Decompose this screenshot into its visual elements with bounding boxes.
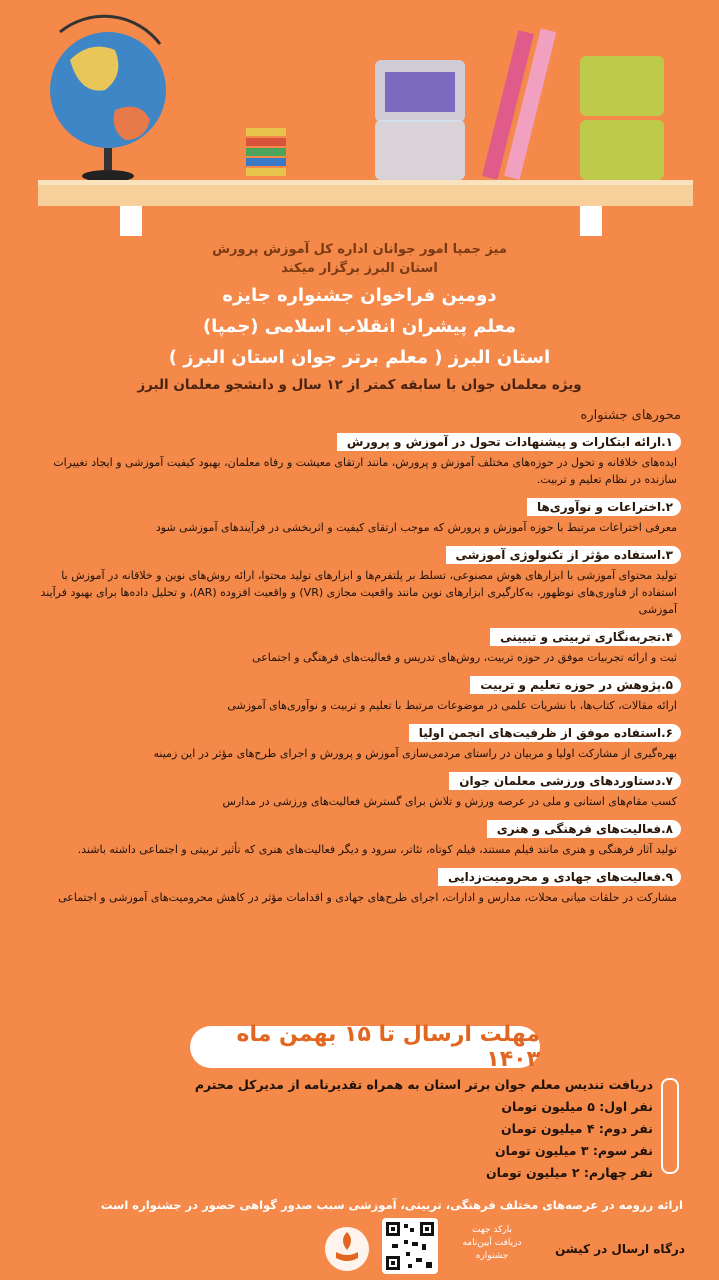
axis-item [30, 722, 681, 762]
axis-item [30, 770, 681, 810]
axis-title: ۲.اختراعات و نوآوری‌ها [527, 498, 681, 516]
axis-title: ۷.دستاوردهای ورزشی معلمان جوان [449, 772, 681, 790]
prize-trophy-line: دریافت تندیس معلم جوان برتر استان به همراه تقدیرنامه از مدیرکل محترم [194, 1077, 653, 1092]
axis-item [30, 818, 681, 858]
axis-title: ۸.فعالیت‌های فرهنگی و هنری [487, 820, 681, 838]
axis-item [30, 674, 681, 714]
axis-description: ثبت و ارائه تجربیات موفق در حوزه تربیت، روش‌های تدریس و فعالیت‌های فرهنگی و اجتماعی [252, 651, 677, 664]
eligibility-subtitle: ویژه معلمان جوان با سابقه کمتر از ۱۲ سال و دانشجو معلمان البرز [137, 377, 582, 393]
organizer-line-2: استان البرز برگزار میکند [281, 261, 438, 276]
prize-third: نفر سوم: ۳ میلیون تومان [495, 1143, 653, 1158]
festival-logo-icon [324, 1222, 370, 1276]
organizer-line-1: میز جمپا امور جوانان اداره کل آموزش پرورش [212, 242, 507, 257]
axis-item [30, 626, 681, 666]
axis-description: ارائه مقالات، کتاب‌ها، با نشریات علمی در موضوعات مرتبط با تعلیم و تربیت و نوآوری‌های آموزشی [227, 699, 677, 712]
submission-portal-label: درگاه ارسال در کیشن [555, 1242, 685, 1256]
prizes-block [79, 1074, 679, 1184]
title-line-3: استان البرز ( معلم برتر جوان استان البرز ) [168, 347, 551, 368]
axis-title: ۶.استفاده موفق از ظرفیت‌های انجمن اولیا [409, 724, 681, 742]
axis-description: کسب مقام‌های استانی و ملی در عرصه ورزش و تلاش برای گسترش فعالیت‌های ورزشی در مدارس [222, 795, 677, 808]
axis-description: معرفی اختراعات مرتبط با حوزه آموزش و پرورش که موجب ارتقای کیفیت و اثربخشی در فرآیندهای آموزشی شود [155, 521, 677, 534]
qr-code-icon [382, 1218, 438, 1274]
shelf-illustration [0, 0, 719, 236]
axis-description: ایده‌های خلاقانه و تحول در حوزه‌های مختلف آموزش و پرورش، مانند ارتقای معیشت و رفاه معلمان، بهبود کیفیت آموزشی و ایجاد تغییرات سازنده در نظام تعلیم و تربیت. [53, 456, 677, 486]
prize-fourth: نفر چهارم: ۲ میلیون تومان [485, 1165, 653, 1180]
title-line-2: معلم پیشران انقلاب اسلامی (جمپا) [202, 316, 517, 337]
axis-title: ۴.تجربه‌نگاری تربیتی و تبیینی [490, 628, 681, 646]
axis-item [30, 866, 681, 906]
axis-title: ۳.استفاده مؤثر از تکنولوژی آموزشی [446, 546, 682, 564]
qr-block [382, 1218, 522, 1274]
prize-bracket [661, 1078, 679, 1174]
axis-description: مشارکت در حلقات میانی محلات، مدارس و ادارات، اجرای طرح‌های جهادی و اقدامات مؤثر در کاهش محرومیت‌های آموزشی و اجتماعی [58, 891, 677, 904]
qr-code[interactable] [382, 1218, 438, 1274]
axes-heading: محورهای جشنواره [580, 408, 681, 423]
qr-caption: بارکد جهت دریافت آیین‌نامه جشنواره [462, 1225, 522, 1261]
axis-item [30, 496, 681, 536]
prize-second: نفر دوم: ۴ میلیون تومان [500, 1121, 653, 1136]
intro-block [0, 240, 719, 393]
deadline-banner: مهلت ارسال تا ۱۵ بهمن ماه ۱۴۰۳ [190, 1026, 540, 1068]
axis-description: تولید آثار فرهنگی و هنری مانند فیلم مستند، فیلم کوتاه، تئاتر، سرود و دیگر فعالیت‌های هنری که تأثیر تربیتی و اجتماعی داشته باشند. [77, 843, 677, 856]
title-line-1: دومین فراخوان جشنواره جایزه [222, 285, 497, 306]
building-blocks-icon [246, 128, 286, 176]
prize-first: نفر اول: ۵ میلیون تومان [501, 1099, 653, 1114]
axis-description: بهره‌گیری از مشارکت اولیا و مربیان در راستای مردمی‌سازی آموزش و پرورش و اجرای طرح‌های مؤثر در این زمینه [153, 747, 677, 760]
festival-axes [30, 408, 681, 914]
certificate-note: ارائه رزومه در عرصه‌های مختلف فرهنگی، تربیتی، آموزشی سبب صدور گواهی حضور در جشنواره است [100, 1198, 683, 1212]
axis-description: تولید محتوای آموزشی با ابزارهای هوش مصنوعی، تسلط بر پلتفرم‌ها و ابزارهای تولید محتوا، ارائه روش‌های نوین و خلاقانه در آموزش با استفاده از فناوری‌های نوظهور، به‌کارگیری ابزارهای نوین مانند واقعیت مجازی (VR) و واقعیت افزوده (AR)، و تحلیل داده‌ها برای بهبود فرآیند آموزشی [40, 569, 677, 616]
axis-title: ۹.فعالیت‌های جهادی و محرومیت‌زدایی [438, 868, 681, 886]
axis-title: ۵.پژوهش در حوزه تعلیم و تربیت [470, 676, 681, 694]
axis-item [30, 431, 681, 488]
axis-item [30, 544, 681, 618]
axis-title: ۱.ارائه ابتکارات و پیشنهادات تحول در آموزش و پرورش [337, 433, 681, 451]
